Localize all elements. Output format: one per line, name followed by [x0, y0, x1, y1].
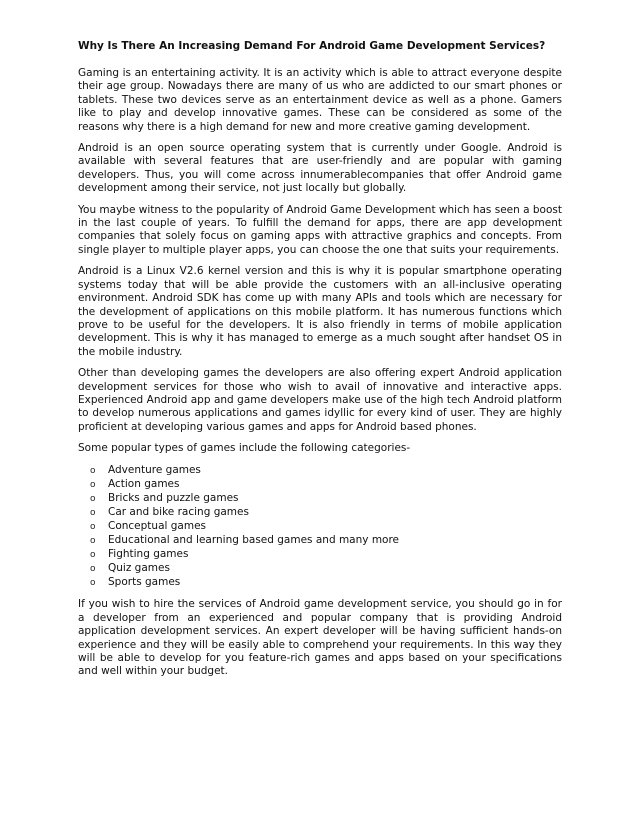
game-categories-list: [78, 464, 562, 591]
list-item: [78, 548, 562, 562]
list-item: [78, 478, 562, 492]
bullet-icon: o: [90, 564, 96, 575]
list-item-text: Conceptual games: [108, 519, 207, 532]
list-item-text: Action games: [108, 477, 180, 490]
list-item-text: Car and bike racing games: [108, 505, 249, 518]
list-item: [78, 576, 562, 590]
paragraph-closing: If you wish to hire the services of Android game development service, you should go in for a developer from an experienced and popular company that is providing Android application development services. An expert developer will be having sufficient hands-on experience and they will be easily able to comprehend your requirements. In this way they will be able to develop for you feature-rich games and apps based on your specifications and well within your budget.: [78, 598, 562, 678]
list-item-text: Bricks and puzzle games: [108, 491, 239, 504]
bullet-icon: o: [90, 536, 96, 547]
list-item-text: Educational and learning based games and many more: [108, 534, 400, 547]
bullet-icon: o: [90, 465, 96, 476]
bullet-icon: o: [90, 507, 96, 518]
bullet-icon: o: [90, 550, 96, 561]
list-item: [78, 520, 562, 534]
list-item-text: Fighting games: [108, 548, 189, 561]
document-page: [78, 40, 562, 687]
document-title: Why Is There An Increasing Demand For Android Game Development Services?: [78, 40, 546, 52]
list-item: [78, 492, 562, 506]
bullet-icon: o: [90, 578, 96, 589]
bullet-icon: o: [90, 521, 96, 532]
list-item: [78, 464, 562, 478]
list-item: [78, 506, 562, 520]
paragraph-popularity: You maybe witness to the popularity of Android Game Development which has seen a boost in the last couple of years. To fulfill the demand for apps, there are app development companies that solely focus on gaming apps with attractive graphics and concepts. From single player to multiple player apps, you can choose the one that suits your requirements.: [78, 203, 562, 256]
list-item-text: Sports games: [108, 576, 181, 589]
bullet-icon: o: [90, 479, 96, 490]
bullet-icon: o: [90, 493, 96, 504]
paragraph-developers: Other than developing games the developers are also offering expert Android application development services for those who wish to avail of innovative and interactive apps. Experienced Android app and game developers make use of the high tech Android platform to develop numerous applications and games idyllic for every kind of user. They are highly proficient at developing various games and apps for Android based phones.: [78, 367, 562, 433]
list-item-text: Adventure games: [108, 463, 201, 476]
paragraph-android-os: Android is an open source operating system that is currently under Google. Android is available with several features that are user-friendly and are popular with gaming developers. Thus, you will come across innumerablecompanies that offer Android game development among their service, not just locally but globally.: [78, 142, 562, 195]
list-item: [78, 534, 562, 548]
paragraph-categories-intro: Some popular types of games include the following categories-: [78, 442, 411, 455]
paragraph-gaming: Gaming is an entertaining activity. It is an activity which is able to attract everyone despite their age group. Nowadays there are many of us who are addicted to our smart phones or tablets. These two devices serve as an entertainment device as well as a phone. Gamers like to play and develop innovative games. These can be considered as some of the reasons why there is a high demand for new and more creative gaming development.: [78, 67, 562, 133]
list-item: [78, 562, 562, 576]
list-item-text: Quiz games: [108, 562, 170, 575]
paragraph-linux-kernel: Android is a Linux V2.6 kernel version and this is why it is popular smartphone operating systems today that will be able provide the customers with an all-inclusive operating environment. Android SDK has come up with many APIs and tools which are necessary for the development of applications on this mobile platform. It has numerous functions which prove to be useful for the developers. It is also friendly in terms of mobile application development. This is why it has managed to emerge as a much sought after handset OS in the mobile industry.: [78, 265, 562, 358]
